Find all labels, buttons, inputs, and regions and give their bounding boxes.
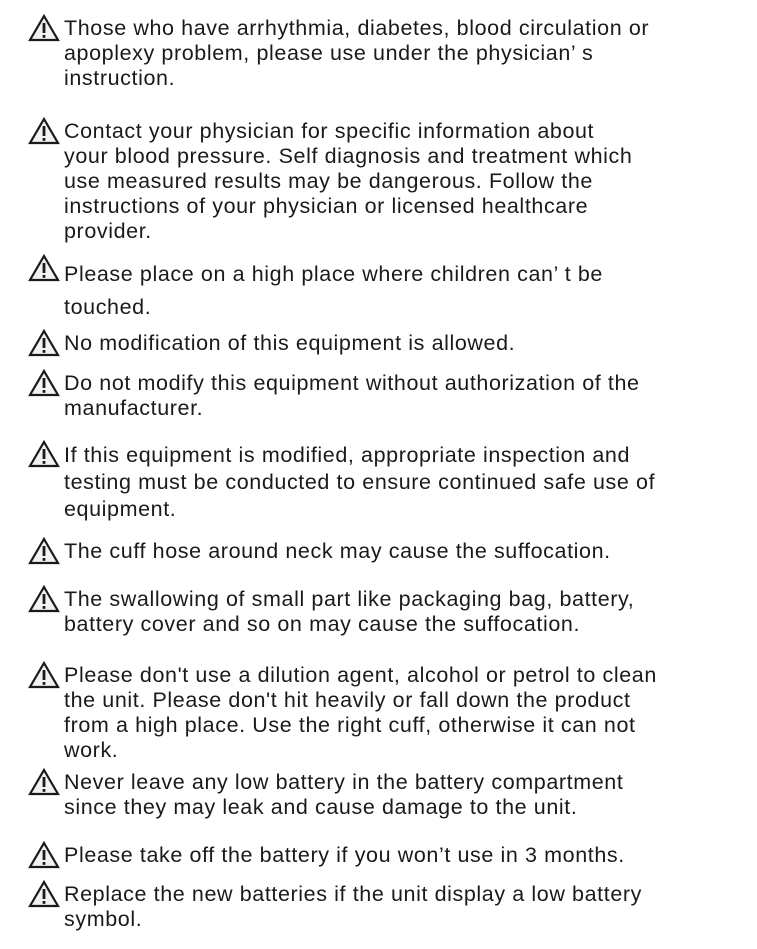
warning-text: Contact your physician for specific information about your blood pressure. Self diagnosis and treatment which use measured results may be dangerous. Follow the instructions of your physician or licensed healthcare provider. — [64, 119, 633, 243]
warning-text: Please don't use a dilution agent, alcohol or petrol to clean the unit. Please don't hit heavily or fall down the product from a high place. Use the right cuff, otherwise it can not work. — [64, 663, 657, 762]
warning-text: No modification of this equipment is allowed. — [64, 331, 516, 355]
warning-text: If this equipment is modified, appropriate inspection and testing must be conducted to ensure continued safe use of equipment. — [64, 443, 656, 521]
warning-text: The cuff hose around neck may cause the suffocation. — [64, 539, 611, 563]
warning-triangle-icon — [28, 440, 60, 468]
warning-triangle-icon — [28, 661, 60, 689]
warning-triangle-icon — [28, 329, 60, 357]
warning-text: Replace the new batteries if the unit display a low battery symbol. — [64, 882, 642, 931]
warning-text: Please place on a high place where children can’ t be touched. — [64, 262, 603, 319]
warning-triangle-icon — [28, 841, 60, 869]
warning-triangle-icon — [28, 254, 60, 282]
warning-text: Never leave any low battery in the battery compartment since they may leak and cause damage to the unit. — [64, 770, 624, 819]
warning-triangle-icon — [28, 369, 60, 397]
warning-text: Those who have arrhythmia, diabetes, blood circulation or apoplexy problem, please use under the physician’ s instruction. — [64, 16, 650, 90]
warning-text: Do not modify this equipment without authorization of the manufacturer. — [64, 371, 640, 420]
warning-triangle-icon — [28, 537, 60, 565]
warning-triangle-icon — [28, 14, 60, 42]
warning-text: The swallowing of small part like packaging bag, battery, battery cover and so on may cause the suffocation. — [64, 587, 635, 636]
warning-triangle-icon — [28, 768, 60, 796]
warning-text: Please take off the battery if you won’t use in 3 months. — [64, 843, 625, 867]
warning-triangle-icon — [28, 880, 60, 908]
warning-triangle-icon — [28, 117, 60, 145]
warning-triangle-icon — [28, 585, 60, 613]
